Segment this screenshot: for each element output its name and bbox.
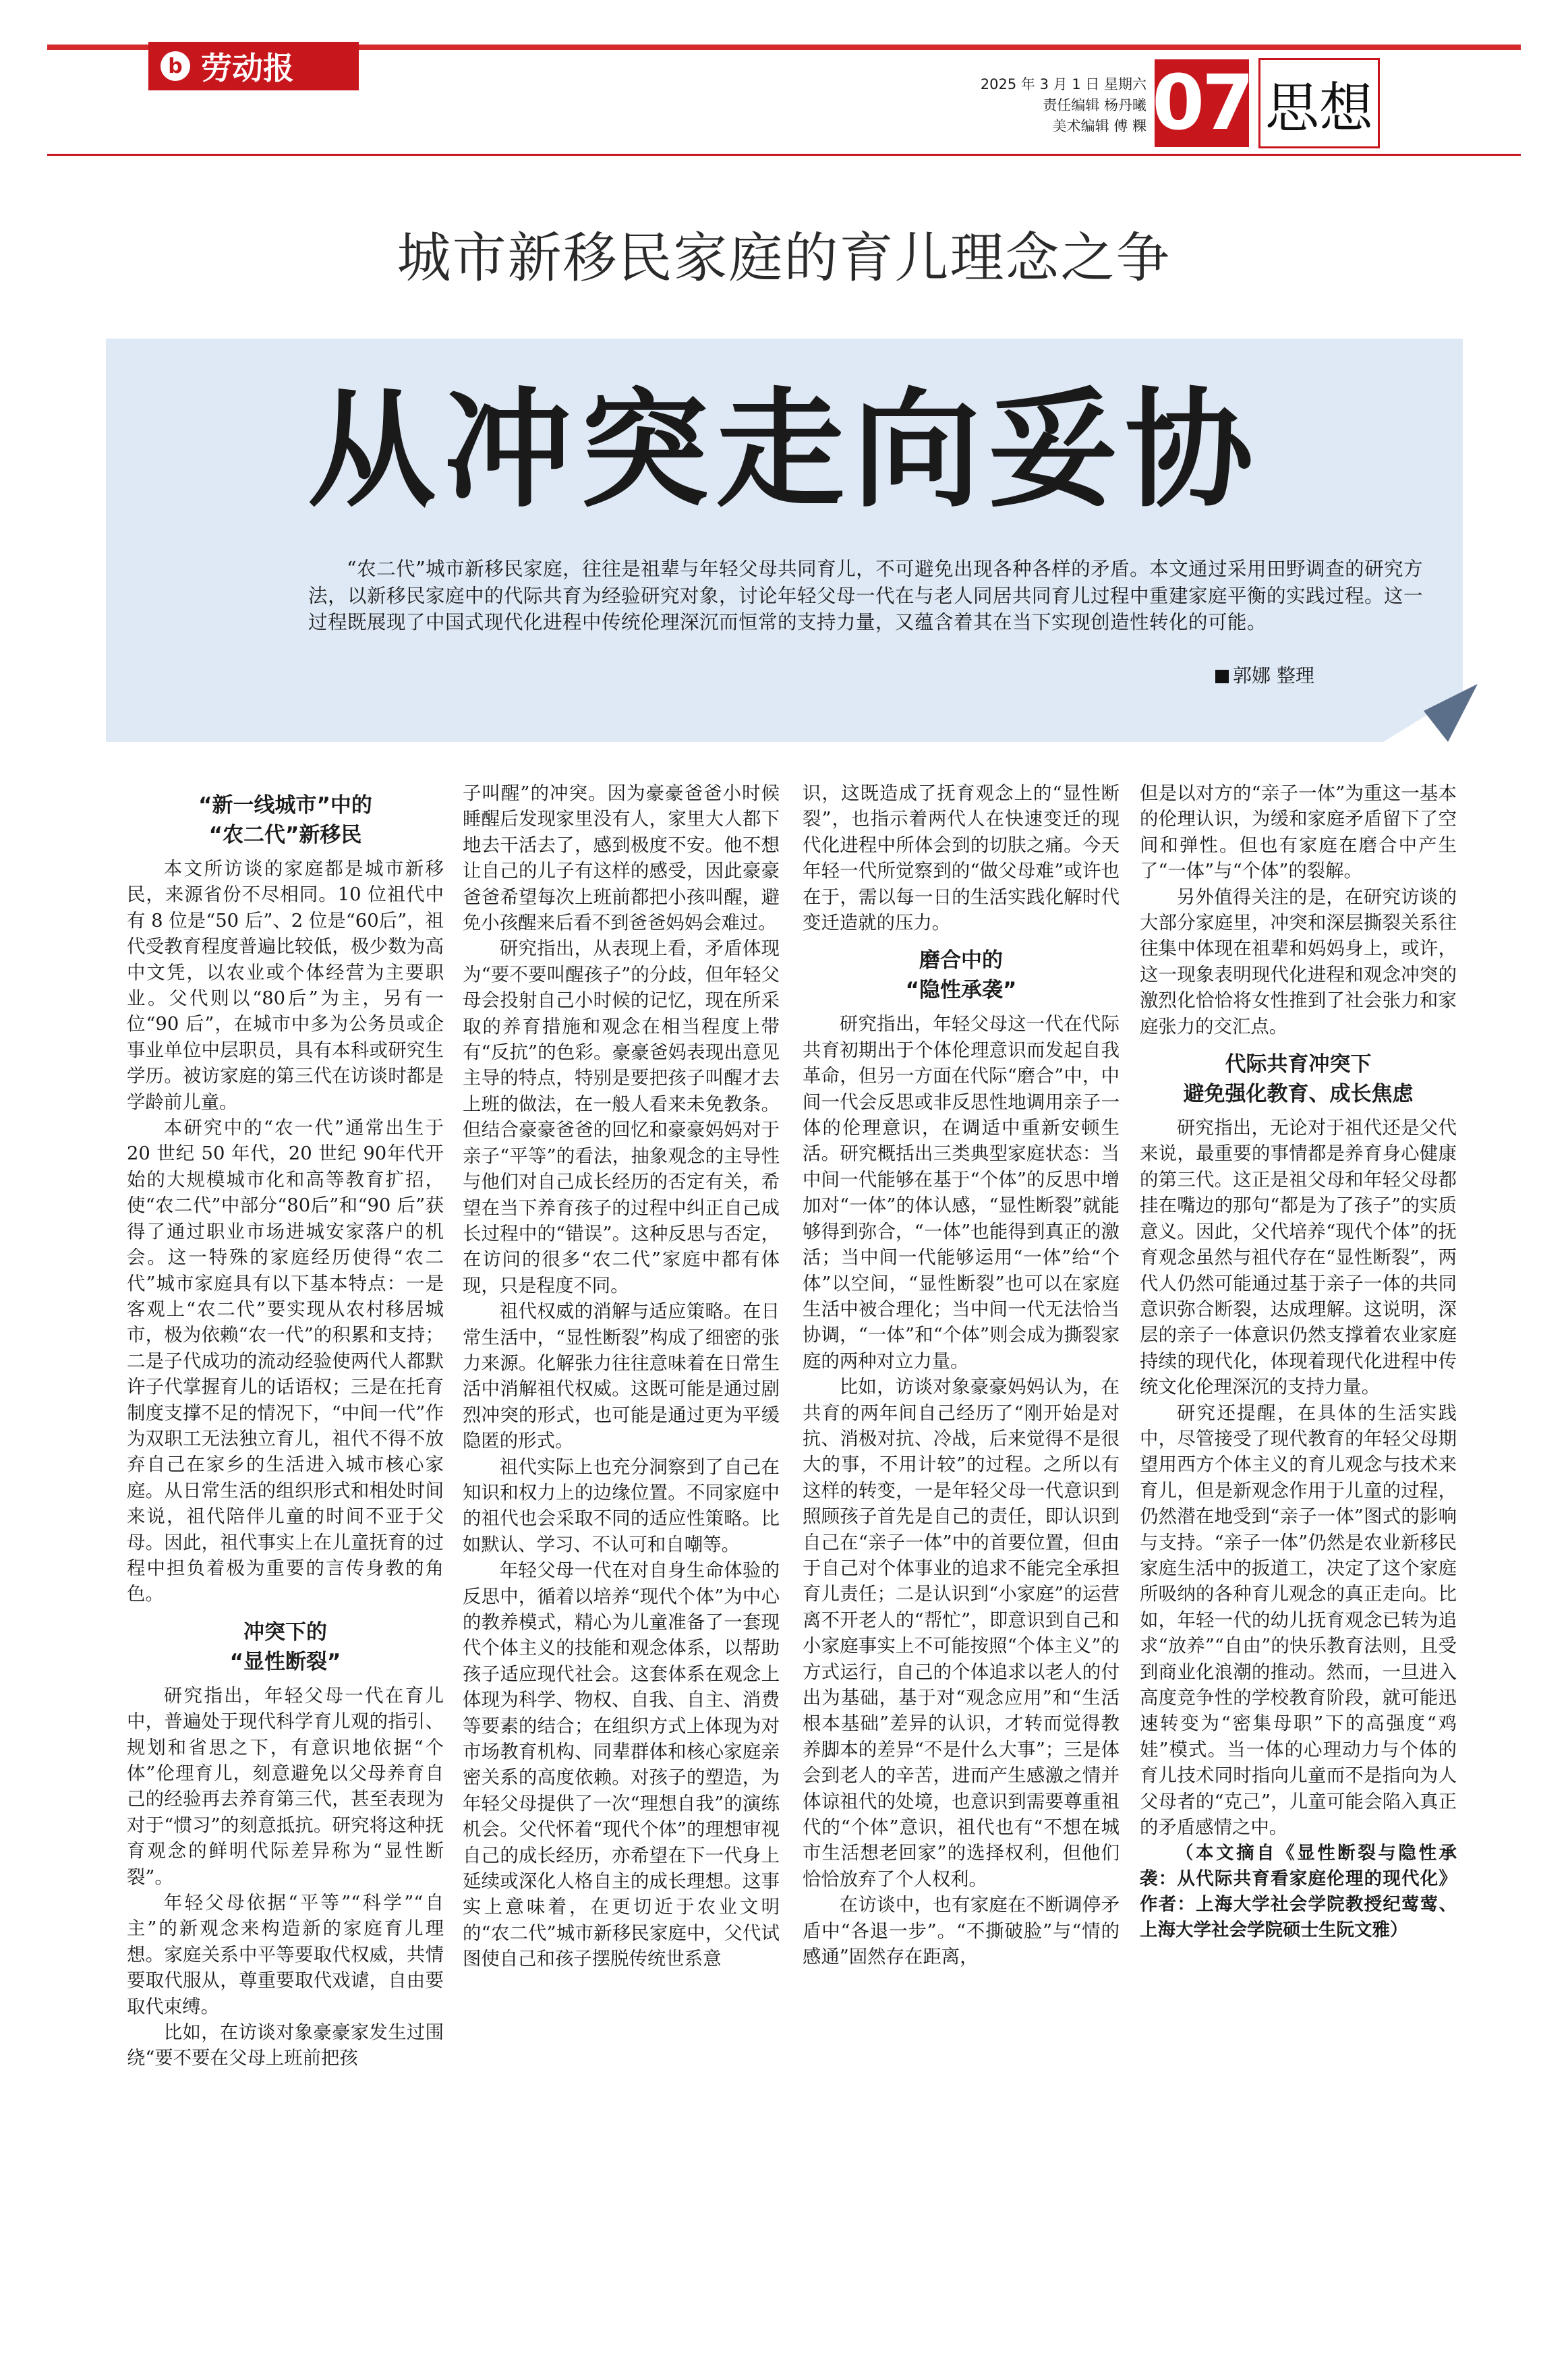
paragraph: 比如，访谈对象豪豪妈妈认为，在共育的两年间自己经历了“刚开始是对抗、消极对抗、冷战，后来觉得不是很大的事，不用计较”的过程。之所以有这样的转变，一是年轻父母一代意识到照顾孩子首先是自己的责任，即认识到自己在“亲子一体”中的首要位置，但由于自己对个体事业的追求不能完全承担育儿责任；二是认识到“小家庭”的运营离不开老人的“帮忙”，即意识到自己和小家庭事实上不可能按照“个体主义”的方式运行，自己的个体追求以老人的付出为基础，基于对“观念应用”和“生活根本基础”差异的认识，才转而觉得教养脚本的差异“不是什么大事”；三是体会到老人的辛苦，进而产生感激之情并体谅祖代的处境，也意识到需要尊重祖代的“个体”意识，祖代也有“不想在城市生活想老回家”的选择权利，但他们恰恰放弃了个人权利。: [803, 1377, 1120, 1890]
page-number: 07: [1152, 59, 1252, 147]
article-column-3: [803, 781, 1120, 2332]
issue-meta: [931, 74, 1146, 137]
intro-paragraph: “农二代”城市新移民家庭，往往是祖辈与年轻父母共同育儿，不可避免出现各种各样的矛盾。本文通过采用田野调查的研究方法，以新移民家庭中的代际共育为经验研究对象，讨论年轻父母一代在与老人同居共同育儿过程中重建家庭平衡的实践过程。这一过程既展现了中国式现代化进程中传统伦理深沉而恒常的支持力量，又蕴含着其在当下实现创造性转化的可能。: [308, 558, 1424, 633]
subheading: 冲突下的 “显性断裂”: [229, 1619, 341, 1674]
square-bullet-icon: [1215, 670, 1229, 683]
masthead-logo: [148, 42, 359, 90]
paragraph: 年轻父母一代在对自身生命体验的反思中，循着以培养“现代个体”为中心的教养模式，精心为儿童准备了一套现代个体主义的技能和观念体系，以帮助孩子适应现代社会。这套体系在观念上体现为科学、物权、自我、自主、消费等要素的结合；在组织方式上体现为对市场教育机构、同辈群体和核心家庭亲密关系的高度依赖。对孩子的塑造，为年轻父母提供了一次“理想自我”的演练机会。父代怀着“现代个体”的理想审视自己的成长经历，亦希望在下一代身上延续或深化人格自主的成长理想。这事实上意味着，在更切近于农业文明的“农二代”城市新移民家庭中，父代试图使自己和孩子摆脱传统世系意: [463, 1560, 780, 1970]
section-name: 思想: [1258, 58, 1380, 148]
paragraph: 本文所访谈的家庭都是城市新移民，来源省份不尽相同。10 位祖代中有 8 位是“50 后”、2 位是“60后”，祖代受教育程度普遍比较低，极少数为高中文凭，以农业或个体经营为主要职业。父代则以“80后”为主，另有一位“90 后”，在城市中多为公务员或企事业单位中层职员，具有本科或研究生学历。被访家庭的第三代在访谈时都是学龄前儿童。: [127, 859, 444, 1113]
paragraph: 识，这既造成了抚育观念上的“显性断裂”，也指示着两代人在快速变迁的现代化进程中所体会到的切肤之痛。今天年轻一代所觉察到的“做父母难”或许也在于，需以每一日的生活实践化解时代变迁造就的压力。: [803, 783, 1120, 934]
paragraph: 研究指出，年轻父母这一代在代际共育初期出于个体伦理意识而发起自我革命，但另一方面在代际“磨合”中，中间一代会反思或非反思性地调用亲子一体的伦理意识，在调适中重新安顿生活。研究概括出三类典型家庭状态：当中间一代能够在基于“个体”的反思中增加对“一体”的体认感，“显性断裂”就能够得到弥合，“一体”也能得到真正的激活；当中间一代能够运用“一体”给“个体”以空间，“显性断裂”也可以在家庭生活中被合理化；当中间一代无法恰当协调，“一体”和“个体”则会成为撕裂家庭的两种对立力量。: [803, 1014, 1120, 1372]
compiler-credit: [1215, 661, 1314, 688]
paragraph: 研究指出，年轻父母一代在育儿中，普遍处于现代科学育儿观的指引、规划和省思之下，有意识地依据“个体”伦理育儿，刻意避免以父母养育自己的经验再去养育第三代，甚至表现为对于“惯习”的刻意抵抗。研究将这种抚育观念的鲜明代际差异称为“显性断裂”。: [127, 1685, 444, 1888]
subheading: 磨合中的 “隐性承袭”: [905, 948, 1017, 1003]
article-column-2: [463, 781, 780, 2332]
logo-icon: b: [161, 51, 190, 81]
article-column-4: [1140, 781, 1457, 2332]
paragraph: 祖代实际上也充分洞察到了自己在知识和权力上的边缘位置。不同家庭中的祖代也会采取不同的适应性策略。比如默认、学习、不认可和自嘲等。: [463, 1456, 780, 1555]
paragraph: 祖代权威的消解与适应策略。在日常生活中，“显性断裂”构成了细密的张力来源。化解张力往往意味着在日常生活中消解祖代权威。这既可能是通过剧烈冲突的形式，也可能是通过更为平缓隐匿的形式。: [463, 1301, 780, 1452]
paragraph: 比如，在访谈对象豪豪家发生过围绕“要不要在父母上班前把孩: [127, 2022, 444, 2069]
article-column-1: [127, 781, 444, 2332]
art-editor: 美术编辑 傅 粿: [1052, 118, 1146, 134]
paragraph: 另外值得关注的是，在研究访谈的大部分家庭里，冲突和深层撕裂关系往往集中体现在祖辈和妈妈身上，或许，这一现象表明现代化进程和观念冲突的激烈化恰恰将女性推到了社会张力和家庭张力的交汇点。: [1140, 886, 1457, 1037]
subheading: 代际共育冲突下 避免强化教育、成长焦虑: [1183, 1052, 1414, 1107]
kicker-title: 城市新移民家庭的育儿理念之争: [397, 227, 1171, 289]
paragraph: 研究指出，从表现上看，矛盾体现为“要不要叫醒孩子”的分歧，但年轻父母会投射自己小时候的记忆，现在所采取的养育措施和观念在相当程度上带有“反抗”的色彩。豪豪爸妈表现出意见主导的特点，特别是要把孩子叫醒才去上班的做法，在一般人看来未免教条。但结合豪豪爸爸的回忆和豪豪妈妈对于亲子“平等”的看法，抽象观念的主导性与他们对自己成长经历的否定有关，希望在当下养育孩子的过程中纠正自己成长过程中的“错误”。这种反思与否定，在访问的很多“农二代”家庭中都有体现，只是程度不同。: [463, 938, 780, 1296]
paragraph: 子叫醒”的冲突。因为豪豪爸爸小时候睡醒后发现家里没有人，家里大人都下地去干活去了，感到极度不安。他不想让自己的儿子有这样的感受，因此豪豪爸爸希望每次上班前都把小孩叫醒，避免小孩醒来后看不到爸爸妈妈会难过。: [463, 783, 780, 934]
header-bottom-rule: [47, 154, 1521, 156]
source-note: （本文摘自《显性断裂与隐性承袭：从代际共育看家庭伦理的现代化》 作者：上海大学社会学院教授纪莺莺、上海大学社会学院硕士生阮文雅）: [1140, 1843, 1457, 1941]
logo-text: 劳动报: [201, 50, 294, 86]
paragraph: 本研究中的“农一代”通常出生于 20 世纪 50 年代，20 世纪 90年代开始的大规模城市化和高等教育扩招，使“农二代”中部分“80后”和“90 后”获得了通过职业市场进城安家落户的机会。这一特殊的家庭经历使得“农二代”城市家庭具有以下基本特点：一是客观上“农二代”要实现从农村移居城市，极为依赖“农一代”的积累和支持；二是子代成功的流动经验使两代人都默许子代掌握育儿的话语权；三是在托育制度支撑不足的情况下，“中间一代”作为双职工无法独立育儿，祖代不得不放弃自己在家乡的生活进入城市核心家庭。从日常生活的组织形式和相处时间来说，祖代陪伴儿童的时间不亚于父母。因此，祖代事实上在儿童抚育的过程中担负着极为重要的言传身教的角色。: [127, 1118, 444, 1605]
main-headline: 从冲突走向妥协: [307, 374, 1261, 525]
headline-panel: [106, 339, 1463, 742]
paragraph: 但是以对方的“亲子一体”为重这一基本的伦理认识，为缓和家庭矛盾留下了空间和弹性。但也有家庭在磨合中产生了“一体”与“个体”的裂解。: [1140, 783, 1457, 882]
responsible-editor: 责任编辑 杨丹曦: [1043, 97, 1146, 113]
compiler-name: 郭娜 整理: [1233, 664, 1314, 687]
subheading: “新一线城市”中的 “农二代”新移民: [198, 793, 372, 847]
paragraph: 研究指出，无论对于祖代还是父代来说，最重要的事情都是养育身心健康的第三代。这正是祖父母和年轻父母都挂在嘴边的那句“都是为了孩子”的实质意义。因此，父代培养“现代个体”的抚育观念虽然与祖代存在“显性断裂”，两代人仍然可能通过基于亲子一体的共同意识弥合断裂，达成理解。这说明，深层的亲子一体意识仍然支撑着农业家庭持续的现代化，体现着现代化进程中传统文化伦理深沉的支持力量。: [1140, 1118, 1457, 1398]
paragraph: 在访谈中，也有家庭在不断调停矛盾中“各退一步”。“不撕破脸”与“情的感通”固然存在距离，: [803, 1895, 1120, 1968]
paragraph: 研究还提醒，在具体的生活实践中，尽管接受了现代教育的年轻父母期望用西方个体主义的育儿观念与技术来育儿，但是新观念作用于儿童的过程，仍然潜在地受到“亲子一体”图式的影响与支持。“亲子一体”仍然是农业新移民家庭生活中的扳道工，决定了这个家庭所吸纳的各种育儿观念的真正走向。比如，年轻一代的幼儿抚育观念已转为追求“放养”“自由”的快乐教育法则，且受到商业化浪潮的推动。然而，一旦进入高度竞争性的学校教育阶段，就可能迅速转变为“密集母职”下的高强度“鸡娃”模式。当一体的心理动力与个体的育儿技术同时指向儿童而不是指向为人父母者的“克己”，儿童可能会陷入真正的矛盾感情之中。: [1140, 1402, 1457, 1839]
paragraph: 年轻父母依据“平等”“科学”“自主”的新观念来构造新的家庭育儿理想。家庭关系中平等要取代权威，共情要取代服从，尊重要取代戏谑，自由要取代束缚。: [127, 1893, 444, 2017]
page-fold-icon: [1383, 684, 1478, 742]
issue-date: 2025 年 3 月 1 日 星期六: [980, 76, 1146, 92]
